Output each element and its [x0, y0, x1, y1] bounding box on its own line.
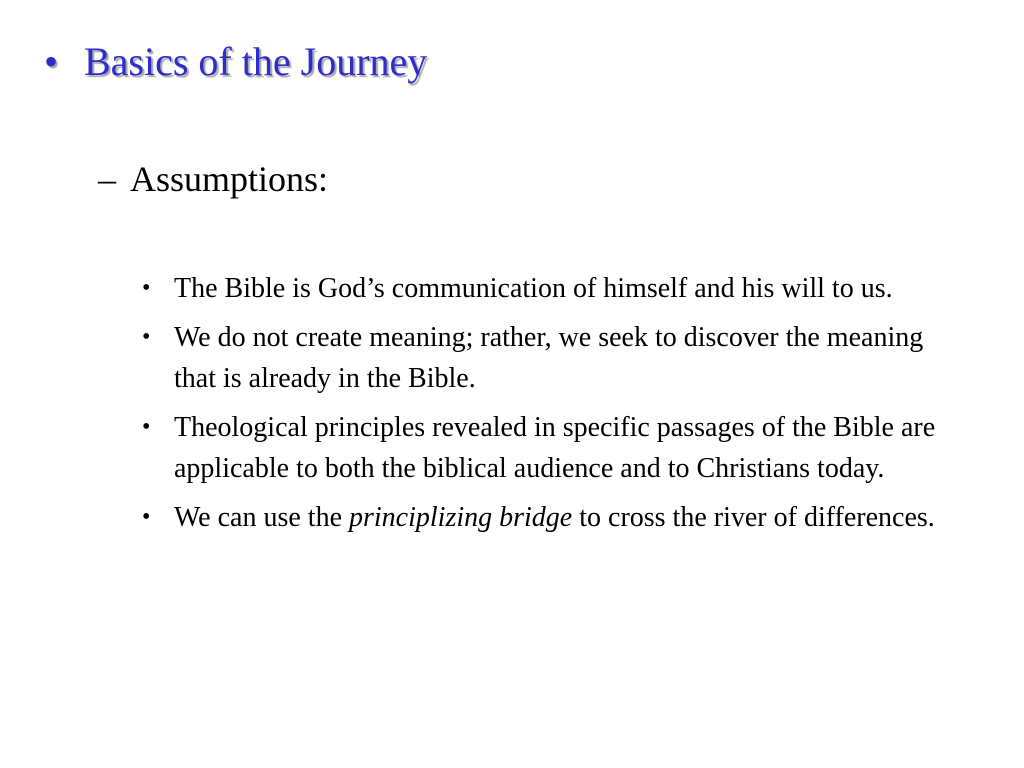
text-after-emphasis: to cross the river of differences. [572, 502, 935, 533]
list-item [142, 317, 942, 399]
bullet-icon: • [142, 414, 151, 440]
list-item-text: The Bible is God’s communication of himself and his will to us. [174, 273, 893, 304]
list-item [142, 407, 942, 489]
slide-title-row [44, 36, 427, 88]
assumption-list [142, 268, 942, 546]
list-item [142, 497, 942, 538]
subheading-row [98, 156, 328, 202]
bullet-icon: • [142, 275, 151, 301]
bullet-icon: • [142, 324, 151, 350]
text-before-emphasis: We can use the [174, 502, 349, 533]
list-item-text [174, 497, 942, 538]
list-item [142, 268, 942, 309]
list-item-text: We do not create meaning; rather, we seek to discover the meaning that is already in the Bible. [174, 322, 924, 394]
subheading-dash: – [98, 159, 116, 199]
list-item-text: Theological principles revealed in specific passages of the Bible are applicable to both the biblical audience and to Christians today. [174, 412, 936, 484]
title-bullet: • [44, 39, 59, 84]
subheading: Assumptions: [130, 159, 329, 199]
bullet-icon: • [142, 504, 151, 530]
emphasized-term: principlizing bridge [349, 502, 573, 533]
slide-title: Basics of the Journey [84, 39, 428, 84]
